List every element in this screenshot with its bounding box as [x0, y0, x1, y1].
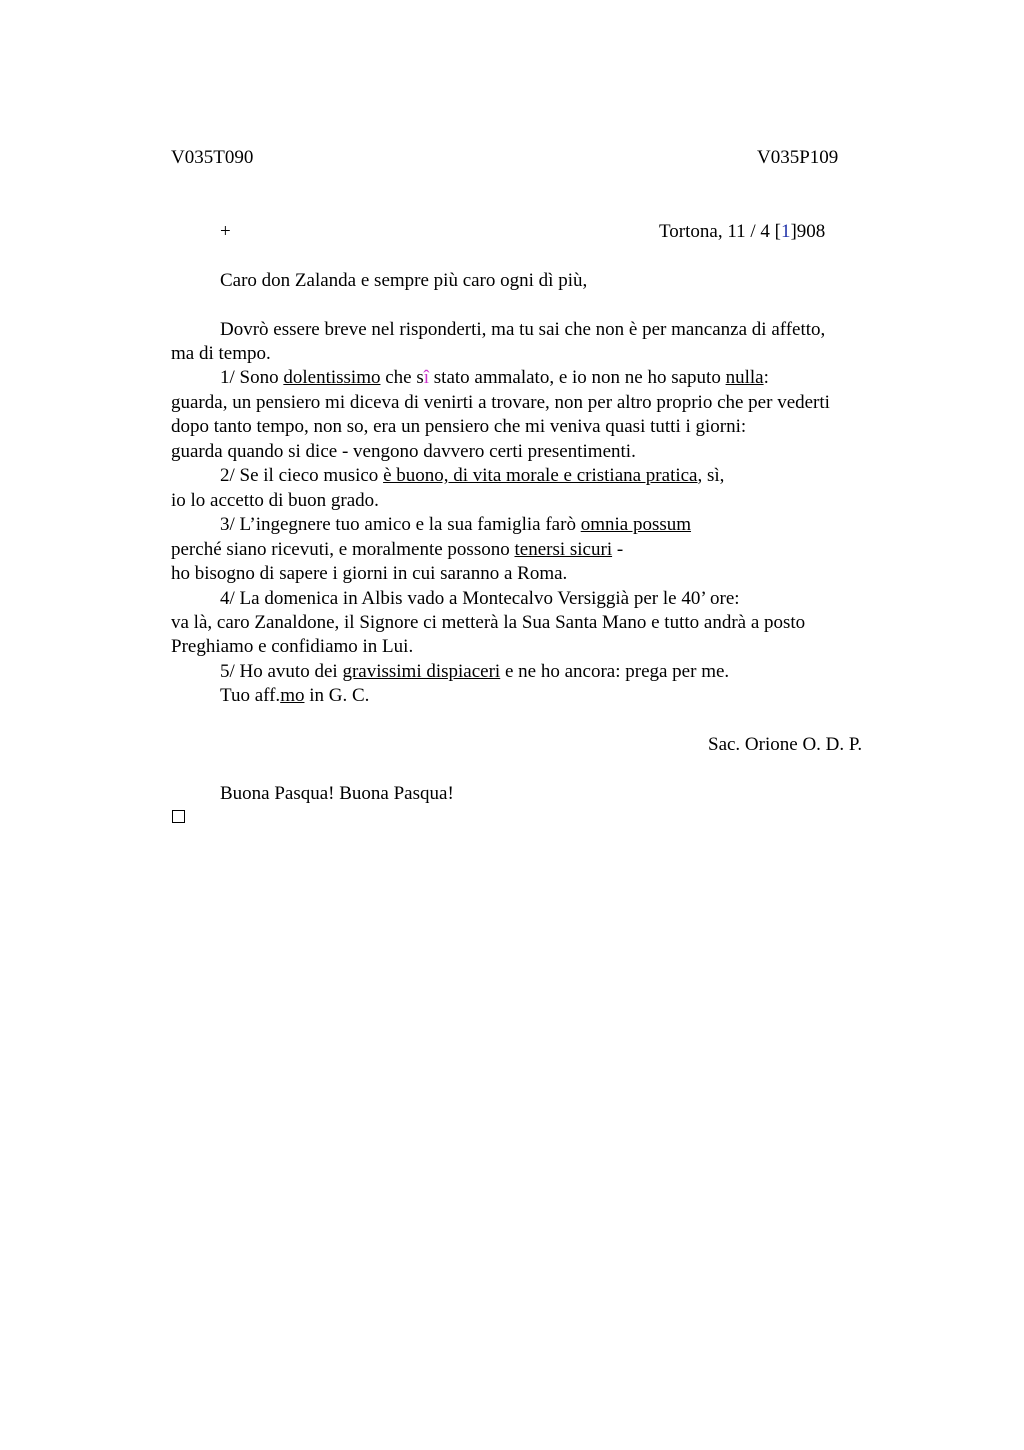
- point-1-line-1: 1/ Sono dolentissimo che sî stato ammalato, e io non ne ho saputo nulla:: [220, 367, 769, 388]
- postscript: Buona Pasqua! Buona Pasqua!: [220, 783, 454, 804]
- salutation: Caro don Zalanda e sempre più caro ogni dì più,: [220, 270, 588, 291]
- editorial-mark: î: [423, 367, 430, 388]
- point-3-line-2: perché siano ricevuti, e moralmente possono tenersi sicuri -: [171, 539, 624, 560]
- intro-line-1: Dovrò essere breve nel risponderti, ma tu sai che non è per mancanza di affetto,: [220, 319, 826, 340]
- closing-line: Tuo aff.mo in G. C.: [220, 685, 370, 706]
- point-3-line-1: 3/ L’ingegnere tuo amico e la sua famiglia farò omnia possum: [220, 514, 692, 535]
- point-3-line-3: ho bisogno di sapere i giorni in cui saranno a Roma.: [171, 563, 568, 584]
- point-4-line-2: va là, caro Zanaldone, il Signore ci metterà la Sua Santa Mano e tutto andrà a posto: [171, 612, 806, 633]
- point-4-line-1: 4/ La domenica in Albis vado a Montecalvo Versiggià per le 40’ ore:: [220, 588, 740, 609]
- point-2-line-2: io lo accetto di buon grado.: [171, 490, 379, 511]
- point-2-line-1: 2/ Se il cieco musico è buono, di vita morale e cristiana pratica, sì,: [220, 465, 725, 486]
- document-code-right: V035P109: [757, 147, 839, 168]
- letter-date: Tortona, 11 / 4 [1]908: [659, 221, 826, 242]
- end-box-icon: [172, 810, 185, 823]
- document-code-left: V035T090: [171, 147, 254, 168]
- point-1-line-2: guarda, un pensiero mi diceva di venirti a trovare, non per altro proprio che per vederti: [171, 392, 830, 413]
- signature: Sac. Orione O. D. P.: [708, 734, 863, 755]
- date-editorial-digit: 1: [780, 221, 791, 242]
- point-4-line-3: Preghiamo e confidiamo in Lui.: [171, 636, 414, 657]
- intro-line-2: ma di tempo.: [171, 343, 271, 364]
- point-1-line-3: dopo tanto tempo, non so, era un pensiero che mi veniva quasi tutti i giorni:: [171, 416, 747, 437]
- point-5-line-1: 5/ Ho avuto dei gravissimi dispiaceri e ne ho ancora: prega per me.: [220, 661, 730, 682]
- point-1-line-4: guarda quando si dice - vengono davvero certi presentimenti.: [171, 441, 636, 462]
- cross-mark: +: [220, 221, 231, 242]
